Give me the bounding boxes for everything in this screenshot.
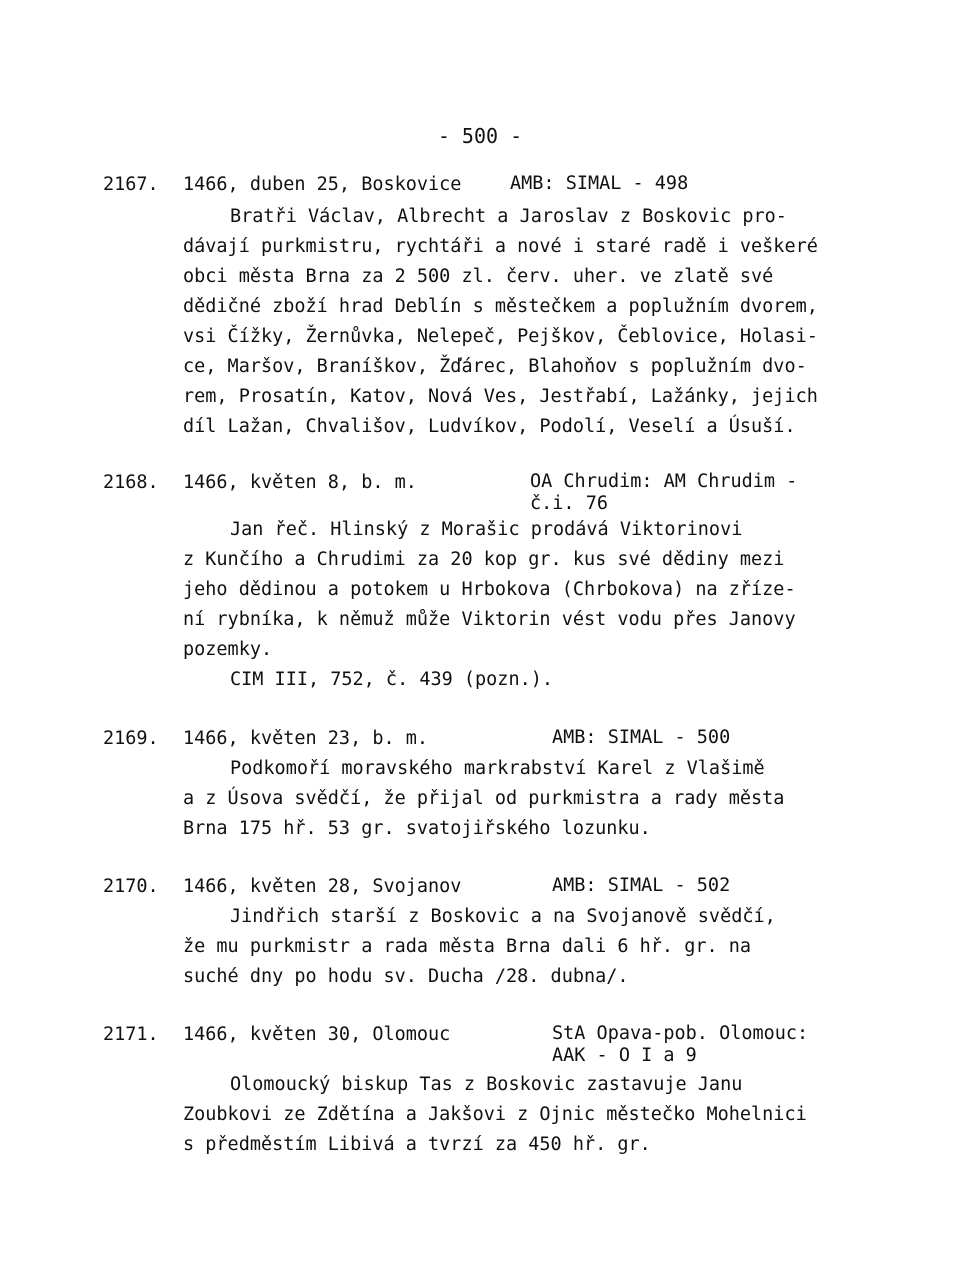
entry-text-line: pozemky. — [183, 639, 273, 660]
entry-source: StA Opava-pob. Olomouc: — [552, 1023, 809, 1044]
entry-text-line: jeho dědinou a potokem u Hrbokova (Chrbokova) na zříze- — [183, 579, 796, 600]
entry-number: 2167. — [103, 174, 159, 195]
page-number: - 500 - — [437, 124, 523, 148]
entry-number: 2170. — [103, 876, 159, 897]
entry-text-line: Jindřich starší z Boskovic a na Svojanově svědčí, — [230, 906, 776, 927]
entry-text-line: Olomoucký biskup Tas z Boskovic zastavuje Janu — [230, 1074, 743, 1095]
entry-text-line: s předměstím Libivá a tvrzí za 450 hř. gr. — [183, 1134, 651, 1155]
entry-source: AMB: SIMAL - 500 — [552, 727, 731, 748]
entry-text-line: dědičné zboží hrad Deblín s městečkem a poplužním dvorem, — [183, 296, 818, 317]
entry-text-line: dávají purkmistru, rychtáři a nové i staré radě i veškeré — [183, 236, 818, 257]
entry-text-line: ní rybníka, k němuž může Viktorin vést vodu přes Janovy — [183, 609, 796, 630]
entry-header: 1466, květen 28, Svojanov — [183, 876, 462, 897]
entry-source: OA Chrudim: AM Chrudim - — [530, 471, 798, 492]
entry-number: 2169. — [103, 728, 159, 749]
entry-text-line: rem, Prosatín, Katov, Nová Ves, Jestřabí, Lažánky, jejich — [183, 386, 818, 407]
entry-source: AMB: SIMAL - 498 — [510, 173, 689, 194]
entry-text-line: že mu purkmistr a rada města Brna dali 6 hř. gr. na — [183, 936, 752, 957]
entry-text-line: suché dny po hodu sv. Ducha /28. dubna/. — [183, 966, 629, 987]
entry-text-line: Podkomoří moravského markrabství Karel z Vlašimě — [230, 758, 765, 779]
entry-text-line: Bratři Václav, Albrecht a Jaroslav z Boskovic pro- — [230, 206, 787, 227]
entry-number: 2171. — [103, 1024, 159, 1045]
entry-text-line: a z Úsova svědčí, že přijal od purkmistra a rady města — [183, 788, 785, 809]
entry-header: 1466, květen 8, b. m. — [183, 472, 417, 493]
entry-source: AAK - O I a 9 — [552, 1045, 697, 1066]
entry-text-line: vsi Čížky, Žernůvka, Nelepeč, Pejškov, Čeblovice, Holasi- — [183, 326, 818, 347]
entry-source: AMB: SIMAL - 502 — [552, 875, 731, 896]
entry-text-line: CIM III, 752, č. 439 (pozn.). — [230, 669, 554, 690]
entry-source: č.i. 76 — [530, 493, 608, 514]
entry-text-line: Brna 175 hř. 53 gr. svatojiřského lozunku. — [183, 818, 651, 839]
entry-text-line: Zoubkovi ze Zdětína a Jakšovi z Ojnic městečko Mohelnici — [183, 1104, 807, 1125]
entry-number: 2168. — [103, 472, 159, 493]
entry-header: 1466, květen 23, b. m. — [183, 728, 429, 749]
entry-header: 1466, květen 30, Olomouc — [183, 1024, 451, 1045]
entry-text-line: z Kunčího a Chrudimi za 20 kop gr. kus své dědiny mezi — [183, 549, 785, 570]
entry-text-line: Jan řeč. Hlinský z Morašic prodává Viktorinovi — [230, 519, 743, 540]
entry-text-line: obci města Brna za 2 500 zl. červ. uher. ve zlatě své — [183, 266, 774, 287]
entry-text-line: ce, Maršov, Braníškov, Žďárec, Blahoňov s poplužním dvo- — [183, 356, 807, 377]
entry-header: 1466, duben 25, Boskovice — [183, 174, 462, 195]
entry-text-line: díl Lažan, Chvališov, Ludvíkov, Podolí, Veselí a Úsuší. — [183, 416, 796, 437]
